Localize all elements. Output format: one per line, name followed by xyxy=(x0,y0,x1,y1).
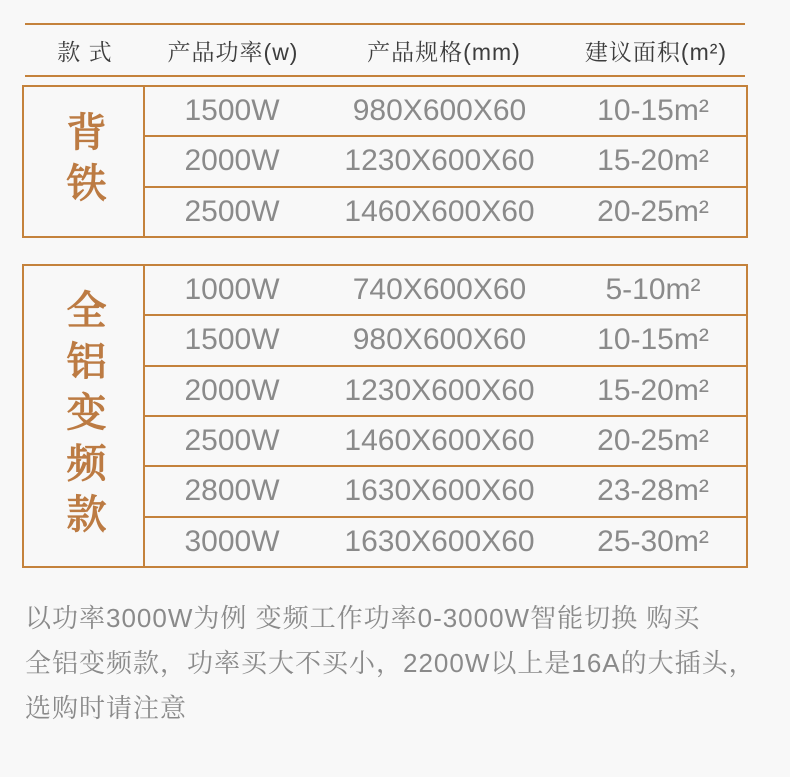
purchase-note xyxy=(25,596,770,731)
table-row xyxy=(145,135,746,185)
table-row xyxy=(145,314,746,364)
table-row xyxy=(145,266,746,314)
size-cell: 980X600X60 xyxy=(352,94,527,128)
power-cell: 2800W xyxy=(184,474,280,508)
area-cell: 20-25m² xyxy=(597,424,709,458)
size-cell: 1630X600X60 xyxy=(344,524,535,558)
power-cell: 2000W xyxy=(184,373,280,407)
power-cell: 1500W xyxy=(184,94,280,128)
area-cell: 10-15m² xyxy=(597,94,709,128)
table-row xyxy=(145,465,746,515)
spec-table-back-iron xyxy=(22,85,748,238)
size-cell: 980X600X60 xyxy=(352,323,527,357)
note-line-1: 以功率3000W为例 变频工作功率0-3000W智能切换 购买 xyxy=(25,603,701,633)
area-cell: 23-28m² xyxy=(597,474,709,508)
area-cell: 15-20m² xyxy=(597,144,709,178)
table-rows xyxy=(145,266,746,566)
size-cell: 1630X600X60 xyxy=(344,474,535,508)
header-power: 产品功率(w) xyxy=(167,38,299,65)
size-cell: 1230X600X60 xyxy=(344,373,535,407)
size-cell: 1460X600X60 xyxy=(344,424,535,458)
table-row xyxy=(145,186,746,236)
area-cell: 20-25m² xyxy=(597,194,709,228)
size-cell: 740X600X60 xyxy=(352,273,527,307)
table-row xyxy=(145,365,746,415)
header-style: 款 式 xyxy=(57,38,113,65)
area-cell: 15-20m² xyxy=(597,373,709,407)
table-row xyxy=(145,415,746,465)
table-row xyxy=(145,516,746,566)
area-cell: 25-30m² xyxy=(597,524,709,558)
size-cell: 1460X600X60 xyxy=(344,194,535,228)
size-cell: 1230X600X60 xyxy=(344,144,535,178)
style-cell xyxy=(24,87,145,236)
style-label-back-iron: 背铁 xyxy=(61,110,105,213)
power-cell: 3000W xyxy=(184,524,280,558)
style-label-aluminum-inverter: 全铝变频款 xyxy=(61,288,105,544)
table-header xyxy=(25,23,745,77)
power-cell: 1000W xyxy=(184,273,280,307)
power-cell: 2000W xyxy=(184,144,280,178)
area-cell: 10-15m² xyxy=(597,323,709,357)
table-row xyxy=(145,87,746,135)
power-cell: 1500W xyxy=(184,323,280,357)
power-cell: 2500W xyxy=(184,424,280,458)
note-line-2: 全铝变频款，功率买大不买小，2200W以上是16A的大插头， xyxy=(25,648,756,678)
header-size: 产品规格(mm) xyxy=(367,38,521,65)
header-area: 建议面积(m²) xyxy=(584,38,728,65)
spec-table-aluminum-inverter xyxy=(22,264,748,568)
area-cell: 5-10m² xyxy=(605,273,701,307)
table-rows xyxy=(145,87,746,236)
note-line-3: 选购时请注意 xyxy=(25,693,188,723)
power-cell: 2500W xyxy=(184,194,280,228)
style-cell xyxy=(24,266,145,566)
